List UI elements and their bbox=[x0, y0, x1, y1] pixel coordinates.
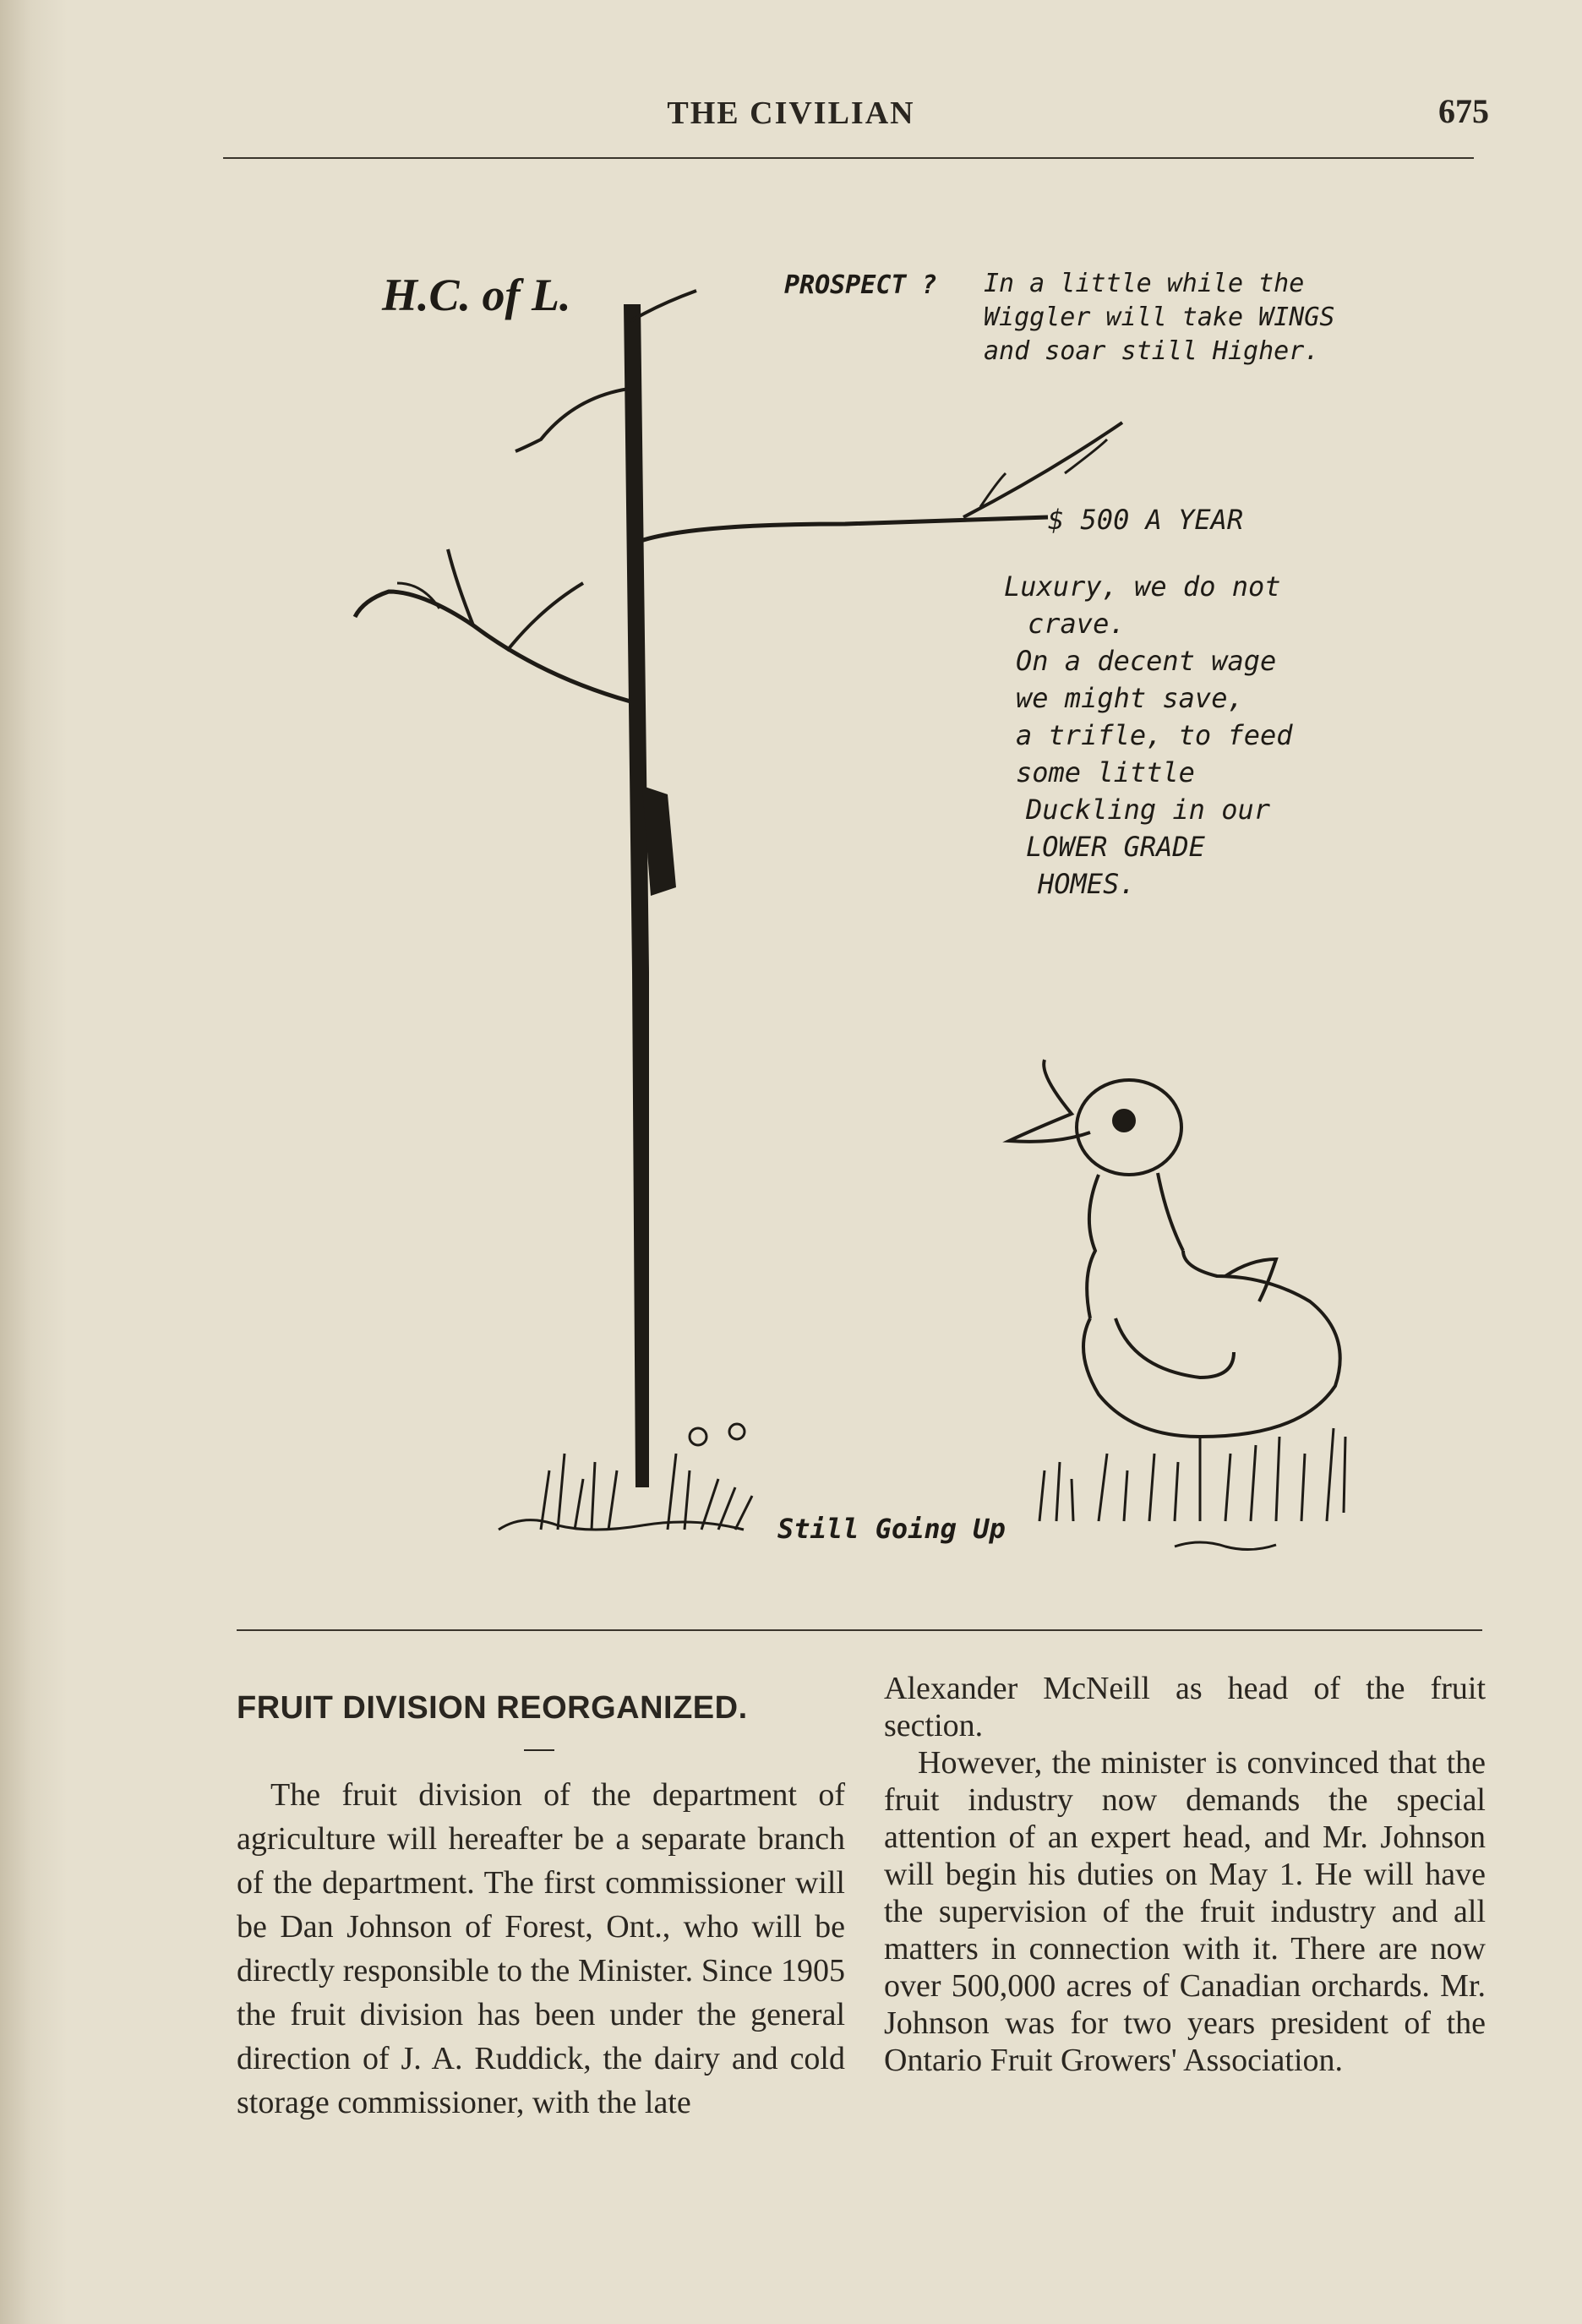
prospect-label: PROSPECT ? bbox=[784, 270, 937, 300]
salary-label: $ 500 A YEAR bbox=[1048, 504, 1244, 536]
verse-line: a trifle, to feed bbox=[1016, 719, 1293, 751]
prospect-line: and soar still Higher. bbox=[984, 336, 1320, 366]
section-rule bbox=[237, 1629, 1482, 1631]
page-binding-edge bbox=[0, 0, 68, 2324]
prospect-text bbox=[984, 267, 1334, 368]
article-paragraph: The fruit division of the department of agriculture will hereafter be a separate branch of the department. The first commissioner will be Dan Johnson of Forest, Ont., who will be directly responsible to the Minister. Since 1905 the fruit division has been under the general direction of J. A. Ruddick, the dairy and cold storage commissioner, with the late bbox=[237, 1777, 845, 2120]
verse-line: some little bbox=[1016, 756, 1195, 788]
running-header-title: THE CIVILIAN bbox=[667, 95, 915, 131]
verse-line: crave. bbox=[1028, 608, 1126, 640]
grass-duckling-base bbox=[1039, 1428, 1345, 1550]
headline-dash bbox=[524, 1749, 554, 1751]
tree-trunk bbox=[624, 304, 649, 1487]
verse-line: On a decent wage bbox=[1016, 645, 1277, 677]
tree-branch-left bbox=[355, 592, 630, 701]
article-column-right bbox=[884, 1670, 1486, 2079]
article-column-left bbox=[237, 1773, 845, 2125]
cartoon-caption: Still Going Up bbox=[777, 1513, 1006, 1545]
cartoon-illustration bbox=[321, 245, 1420, 1597]
prospect-line: In a little while the bbox=[984, 269, 1305, 298]
article-paragraph: However, the minister is convinced that the fruit industry now demands the special attention of an expert head, and Mr. Johnson will begin his duties on May 1. He will have the supervision of the fruit industry and all matters in connection with it. There are now over 500,000 acres of Canadian orchards. Mr. Johnson was for two years president of the Ontario Fruit Growers' Association. bbox=[884, 1745, 1486, 2078]
verse-line: HOMES. bbox=[1038, 868, 1136, 900]
verse-line: we might save, bbox=[1016, 682, 1244, 714]
verse-line: LOWER GRADE bbox=[1026, 831, 1205, 863]
cartoon-title: H.C. of L. bbox=[382, 270, 571, 320]
header-rule bbox=[223, 157, 1474, 159]
prospect-line: Wiggler will take WINGS bbox=[984, 303, 1335, 332]
article-paragraph-continuation: Alexander McNeill as head of the fruit section. bbox=[884, 1671, 1486, 1743]
article-headline: FRUIT DIVISION REORGANIZED. bbox=[237, 1690, 748, 1726]
grass-tree-base bbox=[499, 1424, 752, 1530]
cartoon-verse bbox=[1004, 568, 1293, 903]
tree-branch-right bbox=[641, 517, 1048, 541]
verse-line: Luxury, we do not bbox=[1004, 570, 1281, 603]
verse-line: Duckling in our bbox=[1026, 794, 1270, 826]
page-number: 675 bbox=[1438, 92, 1489, 130]
duckling-drawing bbox=[1009, 1060, 1340, 1437]
